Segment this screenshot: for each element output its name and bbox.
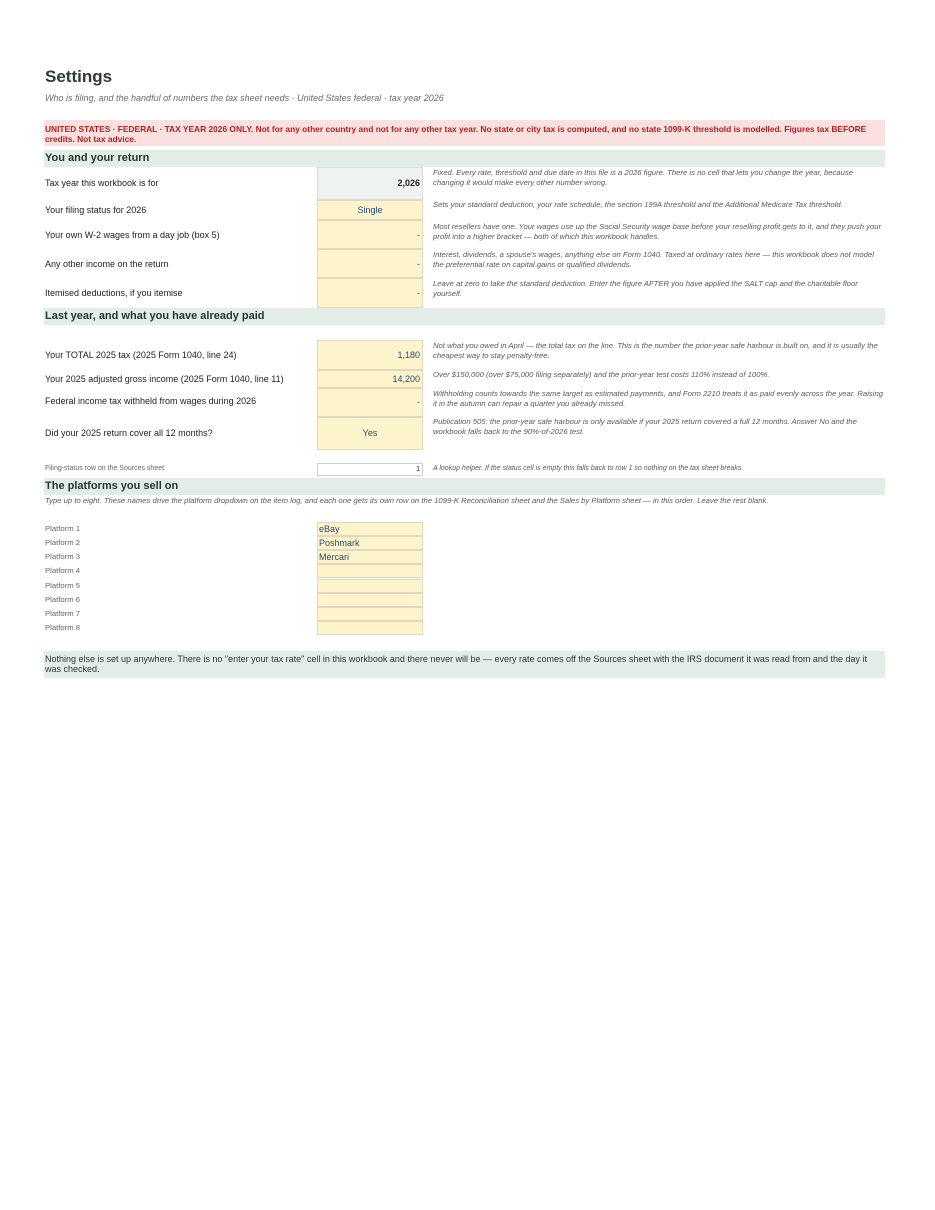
row-label: Your 2025 adjusted gross income (2025 Form 1040, line 11) <box>45 374 284 384</box>
platform-label: Platform 3 <box>45 552 81 561</box>
platform-row <box>44 579 444 593</box>
w2-wages-value: - <box>417 230 420 240</box>
row-label: Your filing status for 2026 <box>45 205 147 215</box>
row-note: Most resellers have one. Your wages use up the Social Security wage base before your reselling profit gets to it, and they push your profit into a higher bracket — both of which this workbook handles. <box>433 222 882 241</box>
total-2025-tax-input[interactable] <box>317 340 423 370</box>
platforms-hint: Type up to eight. These names drive the platform dropdown on the item log, and each one gets its own row on the 1099-K Reconciliation sheet and the Sales by Platform sheet — in this order. Leave the rest blank. <box>45 496 769 505</box>
row-label: Any other income on the return <box>45 259 169 269</box>
row-label: Tax year this workbook is for <box>45 178 159 188</box>
warning-banner: UNITED STATES · FEDERAL · TAX YEAR 2026 ONLY. Not for any other country and not for any other tax year. No state or city tax is computed, and no state 1099-K threshold is modelled. Figures tax BEFORE credits. Not tax advice. <box>44 120 885 146</box>
platform-label: Platform 4 <box>45 566 81 575</box>
platform-label: Platform 1 <box>45 524 81 533</box>
row-note: Not what you owed in April — the total tax on the line. This is the number the prior-year safe harbour is built on, and it is usually the cheapest way to stay penalty-free. <box>433 341 878 360</box>
row-note: Interest, dividends, a spouse's wages, anything else on Form 1040. Taxed at ordinary rates here — this workbook does not model the preferential rate on capital gains or qualified dividends. <box>433 250 874 269</box>
platform-input[interactable]: eBay <box>317 522 423 536</box>
agi-2025-value: 14,200 <box>392 374 420 384</box>
agi-2025-input[interactable] <box>317 370 423 388</box>
helper-value: 1 <box>416 466 420 473</box>
platform-input[interactable] <box>317 593 423 607</box>
row-label: Your own W-2 wages from a day job (box 5) <box>45 230 220 240</box>
row-tax-year <box>44 167 885 200</box>
itemised-deductions-input[interactable] <box>317 278 423 308</box>
row-withheld <box>44 388 885 417</box>
section-heading-platforms: The platforms you sell on <box>44 478 885 495</box>
itemised-deductions-value: - <box>417 288 420 298</box>
tax-year-value: 2,026 <box>397 178 420 188</box>
platform-label: Platform 6 <box>45 595 81 604</box>
twelve-months-value: Yes <box>362 428 378 438</box>
page-subtitle: Who is filing, and the handful of numbers the tax sheet needs · United States federal · tax year 2026 <box>45 93 444 103</box>
platform-input[interactable] <box>317 579 423 593</box>
platform-label: Platform 5 <box>45 581 81 590</box>
platform-row <box>44 621 444 635</box>
platform-input[interactable] <box>317 607 423 621</box>
row-label: Federal income tax withheld from wages during 2026 <box>45 396 257 406</box>
row-note: Withholding counts towards the same target as estimated payments, and Form 2210 treats it as paid evenly across the year. Raising it in the autumn can repair a quarter you already missed. <box>433 389 884 408</box>
total-2025-tax-value: 1,180 <box>397 350 420 360</box>
row-note: Leave at zero to take the standard deduction. Enter the figure AFTER you have applied the SALT cap and the charitable floor yourself. <box>433 279 858 298</box>
platform-label: Platform 8 <box>45 623 81 632</box>
twelve-months-select[interactable] <box>317 417 423 450</box>
platform-input[interactable] <box>317 564 423 578</box>
row-note: A lookup helper. If the status cell is empty this falls back to row 1 so nothing on the tax sheet breaks. <box>433 465 744 472</box>
other-income-input[interactable] <box>317 249 423 278</box>
platform-label: Platform 2 <box>45 538 81 547</box>
row-itemised-deductions <box>44 278 885 308</box>
filing-status-helper-cell <box>317 463 423 476</box>
platform-row <box>44 550 444 564</box>
withheld-input[interactable] <box>317 388 423 417</box>
platform-label: Platform 7 <box>45 609 81 618</box>
filing-status-select[interactable] <box>317 200 423 220</box>
row-w2-wages <box>44 220 885 249</box>
w2-wages-input[interactable] <box>317 220 423 249</box>
platform-row <box>44 536 444 550</box>
row-total-2025-tax <box>44 340 885 370</box>
other-income-value: - <box>417 259 420 269</box>
section-heading-last-year: Last year, and what you have already paid <box>44 308 885 325</box>
footer-note: Nothing else is set up anywhere. There is no "enter your tax rate" cell in this workbook and there never will be — every rate comes off the Sources sheet with the IRS document it was read from and the day it was checked. <box>44 651 885 678</box>
platform-row <box>44 564 444 578</box>
platform-input[interactable]: Poshmark <box>317 536 423 550</box>
section-heading-you: You and your return <box>44 150 885 167</box>
row-label: Did your 2025 return cover all 12 months? <box>45 428 213 438</box>
row-12-months <box>44 417 885 450</box>
platform-row <box>44 593 444 607</box>
row-label: Filing-status row on the Sources sheet <box>45 465 165 472</box>
tax-year-cell <box>317 167 423 200</box>
row-filing-status-helper <box>44 463 885 476</box>
row-note: Sets your standard deduction, your rate schedule, the section 199A threshold and the Additional Medicare Tax threshold. <box>433 200 843 209</box>
platform-input[interactable] <box>317 621 423 635</box>
row-note: Fixed. Every rate, threshold and due date in this file is a 2026 figure. There is no cell that lets you change the year, because changing it would make every other number wrong. <box>433 168 854 187</box>
row-note: Over $150,000 (over $75,000 filing separately) and the prior-year test costs 110% instead of 100%. <box>433 370 770 379</box>
withheld-value: - <box>417 397 420 407</box>
row-note: Publication 505: the prior-year safe harbour is only available if your 2025 return covered a full 12 months. Answer No and the workbook falls back to the 90%-of-2026 test. <box>433 417 857 436</box>
row-other-income <box>44 249 885 278</box>
platform-row <box>44 522 444 536</box>
row-label: Itemised deductions, if you itemise <box>45 288 183 298</box>
row-label: Your TOTAL 2025 tax (2025 Form 1040, line 24) <box>45 350 237 360</box>
page-title: Settings <box>45 67 113 86</box>
row-filing-status <box>44 200 885 220</box>
platform-input[interactable]: Mercari <box>317 550 423 564</box>
platform-row <box>44 607 444 621</box>
filing-status-value: Single <box>357 205 383 215</box>
row-2025-agi <box>44 370 885 388</box>
